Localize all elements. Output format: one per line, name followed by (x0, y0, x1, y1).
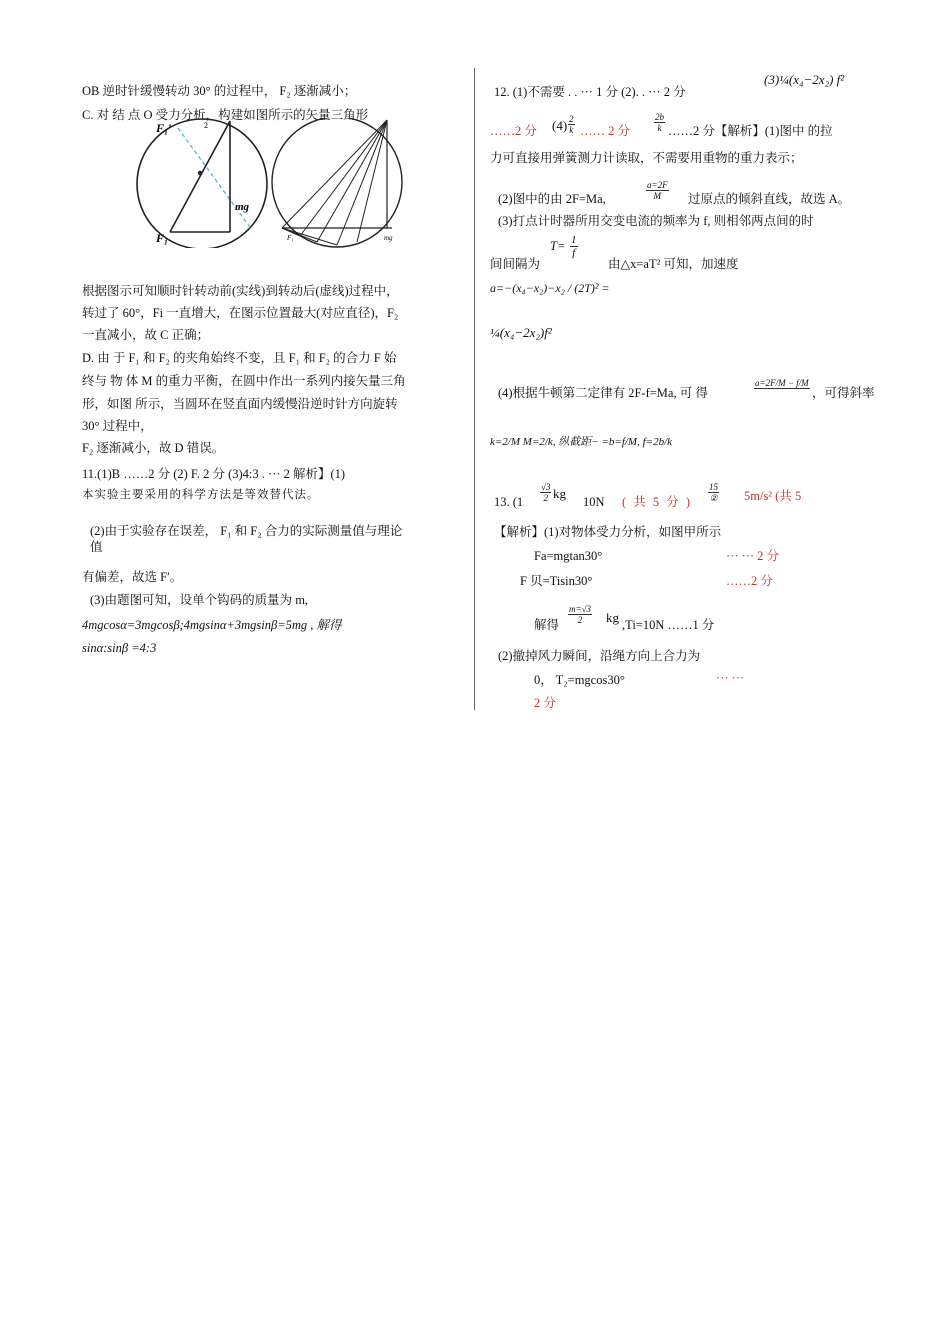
text-line: ,Ti=10N ……1 分 (622, 618, 715, 632)
text-line: (2)图中的由 2F=Ma, (498, 192, 606, 206)
formula: a=−(x₄−x₂)−x₂ / (2T)² = (490, 281, 610, 295)
text-line: 有偏差，故选 F′。 (82, 570, 183, 584)
text-line: 本实验主要采用的科学方法是等效替代法。 (82, 489, 320, 501)
score-mark: ( 共 5 分 ) (622, 495, 693, 509)
score-mark: 2 分 (534, 696, 556, 710)
text-line: 30° 过程中， (82, 419, 153, 433)
text-line: 0， T₂=mgcos30° (534, 673, 625, 687)
text-line: (2)由于实验存在误差， F₁ 和 F₂ 合力的实际测量值与理论 (90, 524, 403, 538)
score-mark: ··· ··· (716, 671, 745, 685)
label-f1-small: F₁ (287, 234, 294, 242)
text-line: 解得 (534, 618, 560, 632)
fraction-sqrt3-over-2: $\frac{√3}{2}$ (541, 482, 551, 503)
text-line: 4mgcosα=3mgcosβ;4mgsinα+3mgsinβ=5mg , 解得 (82, 618, 342, 632)
text-line: (4)根据牛顿第二定律有 2F-f=Ma, 可 得 (498, 386, 708, 400)
fraction-15-over-2: 15 ② (709, 482, 718, 503)
text-line: ，可得斜率 (812, 386, 875, 400)
score-mark: 5m/s² (共 5 (744, 489, 802, 503)
text-line: 间间隔为 (490, 257, 541, 271)
text-line: 【解析】(1)对物体受力分析，如图甲所示 (494, 525, 722, 539)
text-line: kg (553, 486, 566, 501)
score-mark: ··· ··· 2 分 (726, 549, 780, 563)
formula: T= (550, 239, 566, 253)
score-mark: ……2 分 (490, 124, 537, 138)
fraction-m-equals: $\frac{m=√3}{2}$ (569, 604, 592, 625)
text-line: C. 对 结 点 O 受力分析，构建如图所示的矢量三角形 (82, 108, 369, 122)
text-line: 终与 物 体 M 的重力平衡，在圆中作出一系列内接矢量三角 (82, 374, 406, 388)
text-line: 由△x=aT² 可知，加速度 (608, 257, 739, 271)
text-line: 值 (90, 540, 103, 554)
text-line: kg (606, 610, 619, 625)
text-line: 根据图示可知顺时针转动前(实线)到转动后(虚线)过程中， (82, 284, 399, 298)
text-line: (3)由题图可知，设单个钩码的质量为 m, (90, 593, 309, 607)
fraction-a-equals: $\frac{a=2F}{M}$ (647, 180, 668, 201)
text-line: 13. (1 (494, 495, 524, 509)
label-f1-prime: F₁′ (156, 121, 172, 135)
label-mg: mg (235, 201, 250, 213)
label-mg-small: mg (384, 234, 393, 242)
text-line: OB 逆时针缓慢转动 30° 的过程中， F₂ 逐渐减小； (82, 84, 357, 98)
text-line: (4) (552, 118, 568, 133)
text-line: Fa=mgtan30° (534, 549, 603, 563)
column-divider (474, 68, 475, 710)
formula: ¼(x₄−2x₂)f² (490, 325, 552, 340)
fraction-1-over-f: $\frac{1}{f}$ (571, 234, 577, 259)
text-line: 力可直接用弹簧测力计读取，不需要用重物的重力表示； (490, 151, 803, 165)
text-line: 10N (583, 495, 605, 509)
text-line: sinα:sinβ =4:3 (82, 641, 157, 655)
label-f1: F₁ (156, 231, 169, 245)
text-line: (3)打点计时器所用交变电流的频率为 f, 则相邻两点间的时 (498, 214, 814, 228)
formula-a: a=2F/M − f/M (755, 378, 809, 388)
text-line: 转过了 60°，Fi 一直增大，在图示位置最大(对应直径)，F₂ (82, 306, 399, 320)
fraction-2-over-k: $\frac{2}{k}$ (569, 114, 574, 135)
formula: (3)¼(x₄−2x₂) f² (764, 72, 845, 87)
text-line: F 贝=Tisin30° (520, 574, 593, 588)
fraction-2b-over-k: $\frac{2b}{k}$ (655, 112, 664, 133)
text-line: 过原点的倾斜直线，故选 A。 (688, 192, 851, 206)
text-line: D. 由 于 F₁ 和 F₂ 的夹角始终不变，且 F₁ 和 F₂ 的合力 F 始 (82, 351, 397, 365)
text-line: 一直减小，故 C 正确； (82, 328, 210, 342)
vector-triangle-figure (132, 118, 422, 248)
text-line: 形，如图 所示，当圆环在竖直面内缓慢沿逆时针方向旋转 (82, 397, 398, 411)
label-2: 2 (204, 121, 208, 130)
formula: k=2/M M=2/k, 纵截距− =b=f/M, f=2b/k (490, 436, 673, 448)
text-line: F₂ 逐渐减小，故 D 错误。 (82, 441, 225, 455)
text-line: ……2 分【解析】(1)图中 的拉 (668, 124, 833, 138)
text-line: 12. (1)不需要 . . ··· 1 分 (2). . ··· 2 分 (494, 85, 686, 99)
score-mark: ……2 分 (726, 574, 773, 588)
text-line: (2)撤掉风力瞬间，沿绳方向上合力为 (498, 649, 701, 663)
score-mark: …… 2 分 (580, 124, 631, 138)
text-line: 11.(1)B ……2 分 (2) F. 2 分 (3)4:3 . ··· 2 解析】(1) (82, 467, 346, 481)
